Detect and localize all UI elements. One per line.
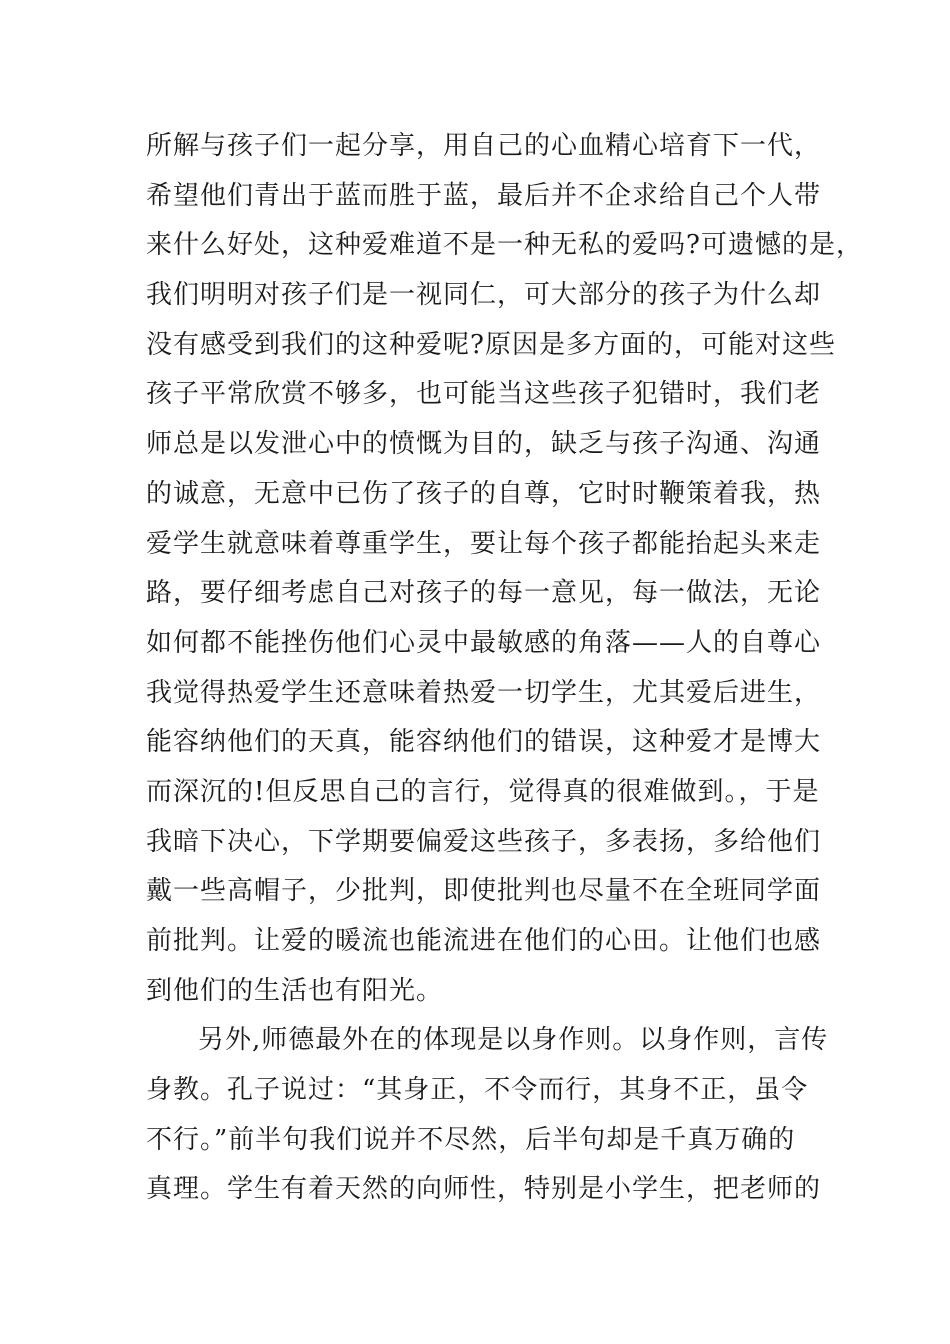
text-line: 前批判。让爱的暖流也能流进在他们的心田。让他们也感 <box>146 926 822 956</box>
text-line: 身教。孔子说过：“其身正，不令而行，其身不正，虽令 <box>146 1075 809 1106</box>
text-line: 来什么好处，这种爱难道不是一种无私的爱吗?可遗憾的是， <box>146 230 863 261</box>
text-line: 希望他们青出于蓝而胜于蓝，最后并不企求给自己个人带 <box>146 180 822 211</box>
text-line: 孩子平常欣赏不够多，也可能当这些孩子犯错时，我们老 <box>146 379 822 410</box>
text-line: 我觉得热爱学生还意味着热爱一切学生，尤其爱后进生， <box>146 677 822 708</box>
body-text <box>146 122 863 1215</box>
text-line: 所解与孩子们一起分享，用自己的心血精心培育下一代， <box>146 131 822 161</box>
text-line: 能容纳他们的天真，能容纳他们的错误，这种爱才是博大 <box>146 727 822 758</box>
text-line: 没有感受到我们的这种爱呢?原因是多方面的，可能对这些 <box>146 329 836 360</box>
text-line: 的诚意，无意中已伤了孩子的自尊，它时时鞭策着我，热 <box>146 478 822 509</box>
text-line: 如何都不能挫伤他们心灵中最敏感的角落——人的自尊心 <box>146 627 822 658</box>
text-line: 我们明明对孩子们是一视同仁，可大部分的孩子为什么却 <box>146 280 822 311</box>
text-line: 真理。学生有着天然的向师性，特别是小学生，把老师的 <box>146 1174 822 1205</box>
text-line: 戴一些高帽子，少批判，即使批判也尽量不在全班同学面 <box>146 876 822 907</box>
paragraph-start-line: 另外,师德最外在的体现是以身作则。以身作则，言传 <box>198 1025 829 1056</box>
text-line: 而深沉的!但反思自己的言行，觉得真的很难做到。，于是 <box>146 776 820 807</box>
text-line: 师总是以发泄心中的愤慨为目的，缺乏与孩子沟通、沟通 <box>146 429 822 460</box>
text-line: 我暗下决心，下学期要偏爱这些孩子，多表扬，多给他们 <box>146 826 822 857</box>
text-line: 不行。”前半句我们说并不尽然，后半句却是千真万确的 <box>146 1124 796 1155</box>
text-line: 到他们的生活也有阳光。 <box>146 975 444 1006</box>
text-line: 路，要仔细考虑自己对孩子的每一意见，每一做法，无论 <box>146 578 822 609</box>
text-line: 爱学生就意味着尊重学生，要让每个孩子都能抬起头来走 <box>146 528 822 559</box>
